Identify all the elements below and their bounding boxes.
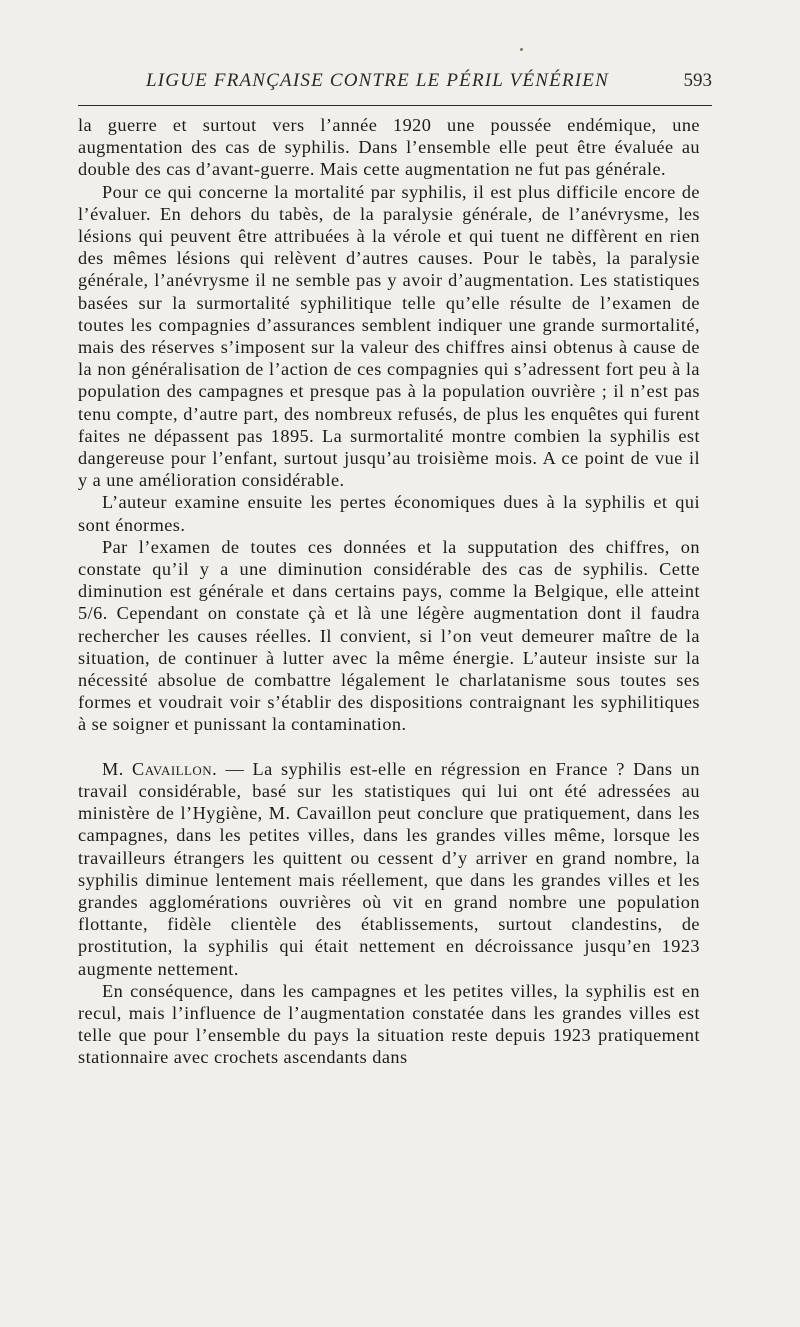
paragraph: la guerre et surtout vers l’année 1920 une poussée endémique, une augmentation des cas de syphilis. Dans l’ensemble elle peut être évaluée au double des cas d’avant-guerre. Mais cette augmentation ne fut pas générale. bbox=[78, 115, 700, 180]
paragraph: L’auteur examine ensuite les pertes économiques dues à la syphilis et qui sont énormes. bbox=[78, 492, 700, 535]
paragraph: Pour ce qui concerne la mortalité par syphilis, il est plus difficile encore de l’évaluer. En dehors du tabès, de la paralysie générale, de l’anévrysme, les lésions qui peuvent être attribuées à la vérole et qui tuent ne diffèrent en rien des mêmes lésions qui relèvent d’autres causes. Pour le tabès, la paralysie générale, l’anévrysme il ne semble pas y avoir d’augmentation. Les statistiques basées sur la surmortalité syphilitique telle qu’elle résulte de l’examen de toutes les compagnies d’assurances semblent indiquer une grande surmortalité, mais des réserves s’imposent sur la valeur des chiffres ainsi obtenus à cause de la non généralisation de l’action de ces compagnies qui s’adressent fort peu à la population des campagnes et presque pas à la population ouvrière ; il n’est pas tenu compte, d’autre part, des nombreux refusés, de plus les enquêtes qui furent faites ne dépassent pas 1895. La surmortalité montre combien la syphilis est dangereuse pour l’enfant, surtout jusqu’au troisième mois. A ce point de vue il y a une amélioration considérable. bbox=[78, 181, 700, 491]
paper-speck bbox=[520, 48, 523, 51]
paragraph: En conséquence, dans les campagnes et les petites villes, la syphilis est en recul, mais l’influence de l’augmentation constatée dans les grandes villes est telle que pour l’ensemble du pays la situation reste depuis 1923 pratiquement stationnaire avec crochets ascendants dans bbox=[78, 980, 700, 1068]
running-head bbox=[78, 70, 712, 100]
paragraph-cavaillon bbox=[78, 758, 700, 980]
paragraph-text: — La syphilis est-elle en régression en France ? Dans un travail considérable, basé sur les statistiques qui lui ont été adressées au ministère de l’Hygiène, M. Cavaillon peut conclure que pratiquement, dans les campagnes, dans les petites villes, dans les grandes villes même, lorsque les travailleurs étrangers les quittent ou cessent d’y arriver en grand nombre, la syphilis diminue lentement mais réellement, que dans les grandes villes et les grandes agglomérations ouvrières où vit en grand nombre une population flottante, fidèle clientèle des établissements, surtout clandestins, de prostitution, la syphilis qui était nettement en décroissance jusqu’en 1923 augmente nettement. bbox=[78, 758, 700, 979]
page-number: 593 bbox=[683, 70, 712, 91]
speaker-name: M. Cavaillon. bbox=[102, 758, 218, 779]
section-gap bbox=[78, 736, 700, 758]
paragraph: Par l’examen de toutes ces données et la supputation des chiffres, on constate qu’il y a une diminution considérable des cas de syphilis. Cette diminution est générale et dans certains pays, comme la Belgique, elle atteint 5/6. Cependant on constate çà et là une légère augmentation dont il faudra rechercher les causes réelles. Il convient, si l’on veut demeurer maître de la situation, de continuer à lutter avec la même énergie. L’auteur insiste sur la nécessité absolue de combattre légalement le charlatanisme sous toutes ses formes et voudrait voir s’établir des dispositions contraignant les syphilitiques à se soigner et punissant la contamination. bbox=[78, 536, 700, 735]
running-title: LIGUE FRANÇAISE CONTRE LE PÉRIL VÉNÉRIEN bbox=[146, 70, 609, 91]
body-text bbox=[78, 114, 700, 1069]
header-rule bbox=[78, 105, 712, 106]
